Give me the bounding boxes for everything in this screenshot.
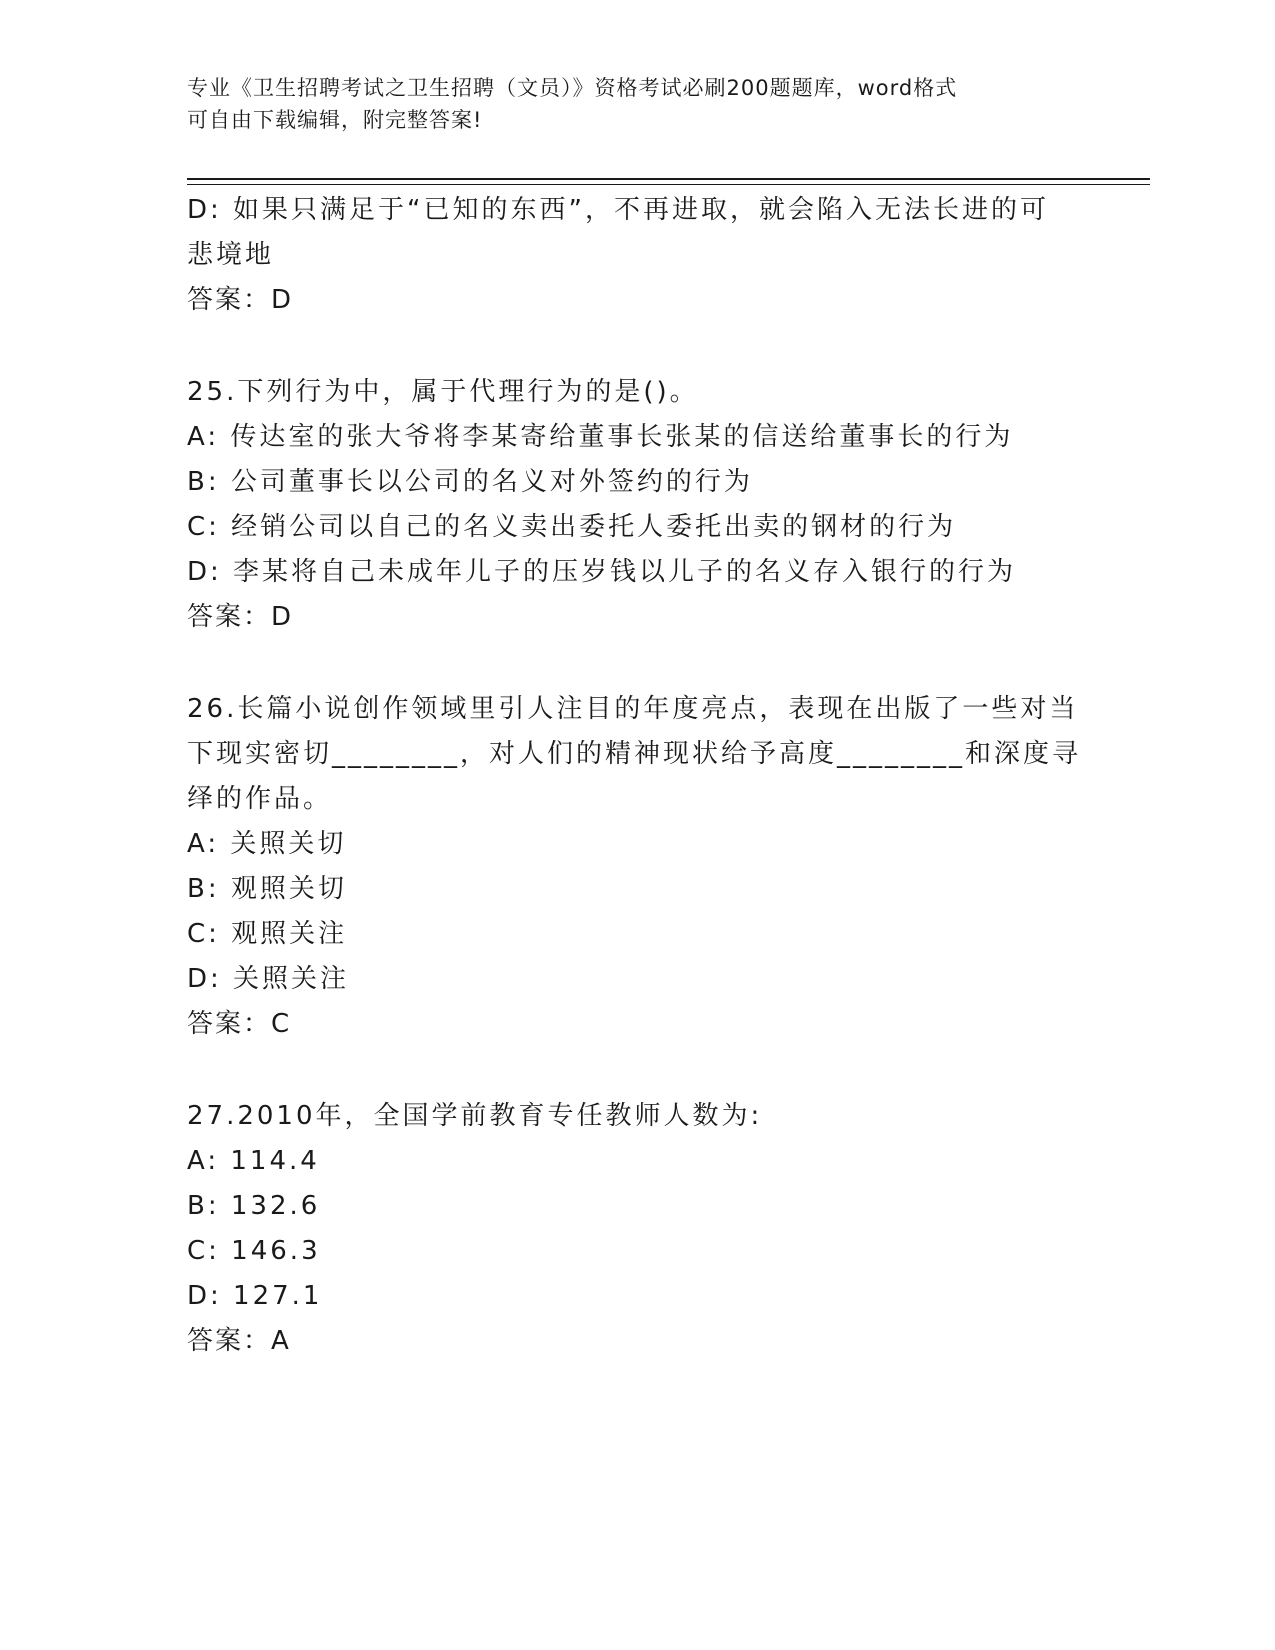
header-rule-thin — [187, 184, 1150, 185]
option-d-continuation: 悲境地 — [187, 240, 275, 270]
answer-line: 答案：D — [187, 285, 294, 315]
spacer — [187, 1047, 1087, 1094]
option-c: C: 经销公司以自己的名义卖出委托人委托出卖的钢材的行为 — [187, 512, 957, 542]
question-stem: 27.2010年，全国学前教育专任教师人数为: — [187, 1101, 763, 1131]
spacer — [187, 640, 1087, 687]
option-c: C: 146.3 — [187, 1236, 321, 1266]
question-27 — [187, 1094, 1087, 1364]
question-stem-continuation: 下现实密切________，对人们的精神现状给予高度________和深度寻 — [187, 739, 1082, 769]
option-d: D: 127.1 — [187, 1281, 323, 1311]
question-25 — [187, 370, 1087, 640]
question-26 — [187, 687, 1087, 1047]
header-rule-thick — [187, 178, 1150, 180]
header-line-2: 可自由下载编辑，附完整答案! — [187, 108, 483, 132]
option-a: A: 传达室的张大爷将李某寄给董事长张某的信送给董事长的行为 — [187, 422, 1014, 452]
header-line-1: 专业《卫生招聘考试之卫生招聘（文员）》资格考试必刷200题题库，word格式 — [187, 76, 958, 100]
continued-question — [187, 188, 1087, 323]
answer-line: 答案：D — [187, 602, 294, 632]
option-a: A: 关照关切 — [187, 829, 347, 859]
question-stem: 25.下列行为中，属于代理行为的是()。 — [187, 377, 699, 407]
option-b: B: 132.6 — [187, 1191, 321, 1221]
option-d: D: 如果只满足于“已知的东西”，不再进取，就会陷入无法长进的可 — [187, 195, 1049, 225]
question-content — [187, 188, 1087, 1364]
option-a: A: 114.4 — [187, 1146, 320, 1176]
answer-line: 答案：A — [187, 1326, 291, 1356]
spacer — [187, 323, 1087, 370]
question-stem-continuation: 绎的作品。 — [187, 784, 333, 814]
question-stem: 26.长篇小说创作领域里引人注目的年度亮点，表现在出版了一些对当 — [187, 694, 1079, 724]
option-d: D: 李某将自己未成年儿子的压岁钱以儿子的名义存入银行的行为 — [187, 557, 1017, 587]
option-b: B: 公司董事长以公司的名义对外签约的行为 — [187, 467, 753, 497]
answer-line: 答案：C — [187, 1009, 292, 1039]
option-d: D: 关照关注 — [187, 964, 350, 994]
option-b: B: 观照关切 — [187, 874, 347, 904]
option-c: C: 观照关注 — [187, 919, 348, 949]
document-header — [187, 72, 1067, 136]
